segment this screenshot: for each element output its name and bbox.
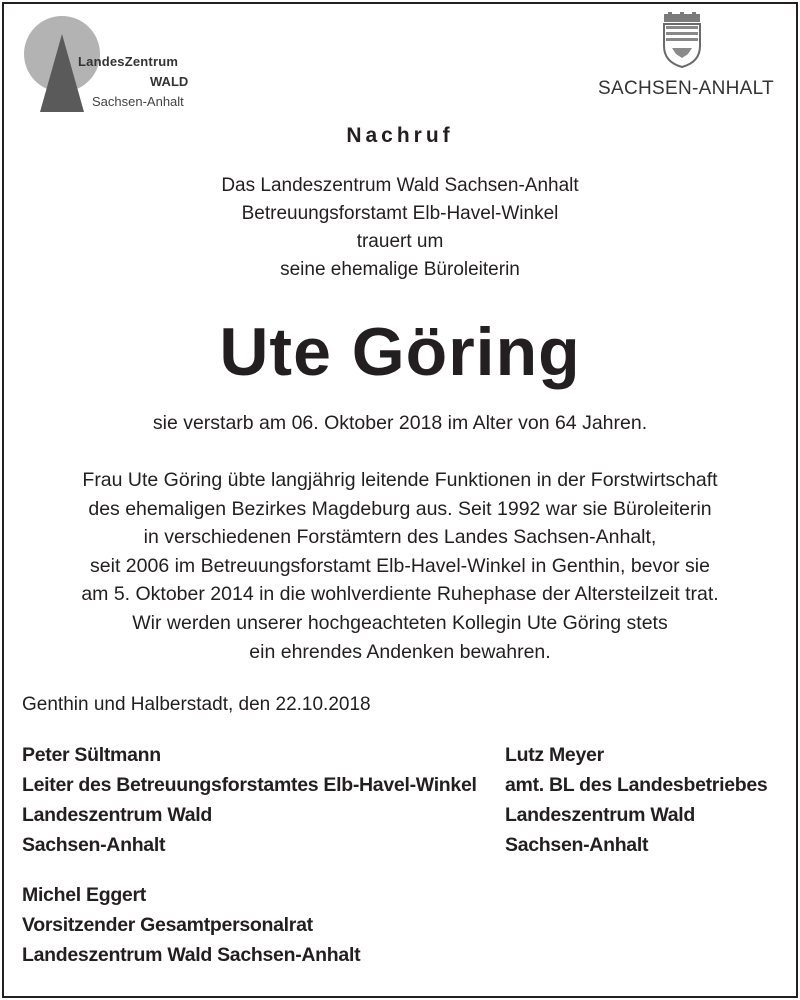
signatory-line: Sachsen-Anhalt [505,834,649,856]
bio-line: Frau Ute Göring übte langjährig leitende Funktionen in der Forstwirtschaft [82,469,718,491]
state-name: SACHSEN-ANHALT [598,78,774,99]
bio-line: des ehemaligen Bezirkes Magdeburg aus. Seit 1992 war sie Büroleiterin [88,497,712,520]
signatory-line: Vorsitzender Gesamtpersonalrat [22,914,313,936]
intro-block [0,172,800,284]
signatory-block [22,740,477,860]
signatory-block [505,740,767,860]
notice-title: Nachruf [346,124,454,147]
signatory-line: Landeszentrum Wald [22,804,212,826]
deceased-name: Ute Göring [219,314,581,390]
logo-line-1: LandesZentrum [78,54,179,69]
intro-line: Betreuungsforstamt Elb-Havel-Winkel [241,203,559,224]
signatory-line: amt. BL des Landesbetriebes [505,774,768,796]
intro-line: seine ehemalige Büroleiterin [280,259,520,280]
bio-line: Wir werden unserer hochgeachteten Kollegin Ute Göring stets [132,611,668,634]
signatory-line: Sachsen-Anhalt [22,834,166,856]
bio-line: in verschiedenen Forstämtern des Landes Sachsen-Anhalt, [143,526,657,549]
bio-line: ein ehrendes Andenken bewahren. [249,640,551,663]
bio-line: am 5. Oktober 2014 in die wohlverdiente Ruhephase der Altersteilzeit trat. [81,583,719,606]
intro-line: Das Landeszentrum Wald Sachsen-Anhalt [221,175,579,196]
sachsen-anhalt-logo [586,12,786,112]
landeszentrum-wald-logo [22,14,232,118]
death-date-line: sie verstarb am 06. Oktober 2018 im Alter von 64 Jahren. [152,412,648,434]
logo-line-2: WALD [150,74,189,89]
intro-line: trauert um [356,231,444,252]
signatory-block [22,880,360,970]
logo-line-3: Sachsen-Anhalt [92,94,184,109]
signatory-name: Lutz Meyer [505,744,604,766]
signatory-name: Peter Sültmann [22,744,161,766]
biography-block [0,466,800,666]
bio-line: seit 2006 im Betreuungsforstamt Elb-Havel-Winkel in Genthin, bevor sie [90,554,710,577]
signatory-line: Leiter des Betreuungsforstamtes Elb-Havel-Winkel [22,774,477,796]
signatory-line: Landeszentrum Wald [505,804,695,826]
coat-of-arms-icon [658,12,706,68]
signatory-line: Landeszentrum Wald Sachsen-Anhalt [22,944,361,966]
place-and-date: Genthin und Halberstadt, den 22.10.2018 [22,694,371,715]
signatory-name: Michel Eggert [22,884,146,906]
